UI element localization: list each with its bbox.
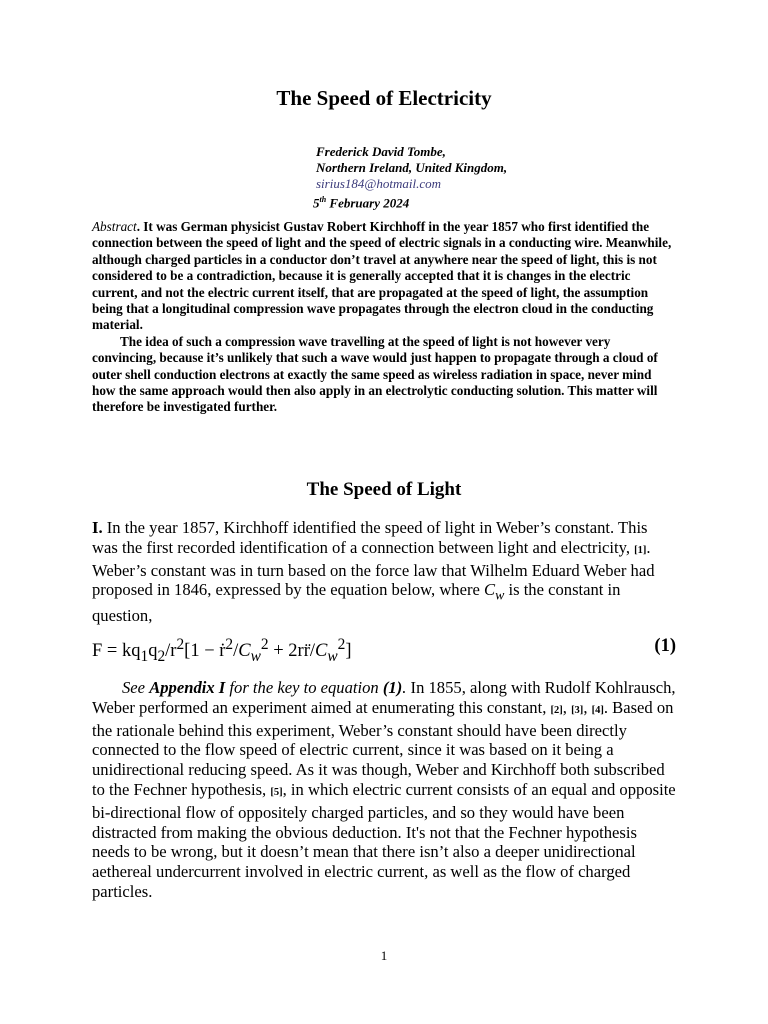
- abstract-paragraph-2: The idea of such a compression wave travelling at the speed of light is not however very convincing, because it’s unlikely that such a wave would just happen to propagate through a cloud of outer shell conduction electrons at exactly the same speed as wireless radiation in space, never mind how the same approach would then also apply in an electrolytic conducting solution. This matter will therefore be investigated further.: [92, 333, 658, 415]
- author-email[interactable]: sirius184@hotmail.com: [316, 176, 441, 191]
- appendix-link[interactable]: Appendix I: [149, 678, 226, 697]
- section-number: I.: [92, 518, 103, 537]
- body-paragraph-2: See Appendix I for the key to equation (1). In 1855, along with Rudolf Kohlrausch, Weber performed an experiment aimed at enumerating this constant, [2], [3], [4]. Based on the rationale behind this experiment, Weber’s constant should have been directly connected to the flow speed of electric current, since it was based on it being a unidirectional reducing speed. As it was though, Weber and Kirchhoff both subscribed to the Fechner hypothesis, [5], in which electric current consists of an equal and opposite bi-directional flow of oppositely charged particles, and so they would have been distracted from making the obvious deduction. It's not that the Fechner hypothesis needs to be wrong, but it doesn’t mean that there isn’t also a deeper unidirectional aethereal undercurrent involved in electric current, as well as the flow of charged particles.: [92, 678, 676, 901]
- paper-title: The Speed of Electricity: [276, 86, 492, 110]
- body-paragraph-1: I. In the year 1857, Kirchhoff identified the speed of light in Weber’s constant. This was the first recorded identification of a connection between light and electricity, [1]. Weber’s constant was in turn based on the force law that Wilhelm Eduard Weber had proposed in 1846, expressed by the equation below, where $C_w$ is the constant in question,: [92, 518, 655, 625]
- reference-link[interactable]: [2]: [550, 704, 563, 716]
- page-number: 1: [380, 948, 388, 963]
- abstract-paragraph-1: Abstract. It was German physicist Gustav Robert Kirchhoff in the year 1857 who first identified the connection between the speed of light and the speed of electric signals in a conducting wire. Meanwhile, although charged particles in a conductor don’t travel at anywhere near the speed of light, this is not considered to be a contradiction, because it is generally accepted that it is changes in the electric current, and not the electric current itself, that are propagated at the speed of light, the assumption being that a longitudinal compression wave propagates through the electron cloud in the conducting material.: [92, 219, 672, 333]
- section-heading: The Speed of Light: [306, 479, 462, 500]
- author-block: [313, 144, 508, 211]
- reference-link[interactable]: [3]: [571, 704, 584, 716]
- equation-1: [92, 636, 676, 665]
- reference-link[interactable]: [1]: [634, 544, 647, 556]
- author-name: Frederick David Tombe,: [316, 144, 446, 159]
- abstract-label: Abstract: [92, 219, 137, 234]
- reference-link[interactable]: [4]: [591, 704, 604, 716]
- equation-number: (1): [654, 636, 676, 656]
- publication-date: 5th February 2024: [313, 195, 410, 211]
- equation-text: $F = kq_1q_2/r^2[1$ − $ṙ^2/C_w^2$ + $2rr̈/C_w^2$]: [92, 636, 352, 665]
- abstract: [92, 219, 672, 416]
- reference-link[interactable]: [5]: [270, 786, 283, 798]
- author-location: Northern Ireland, United Kingdom,: [316, 160, 508, 175]
